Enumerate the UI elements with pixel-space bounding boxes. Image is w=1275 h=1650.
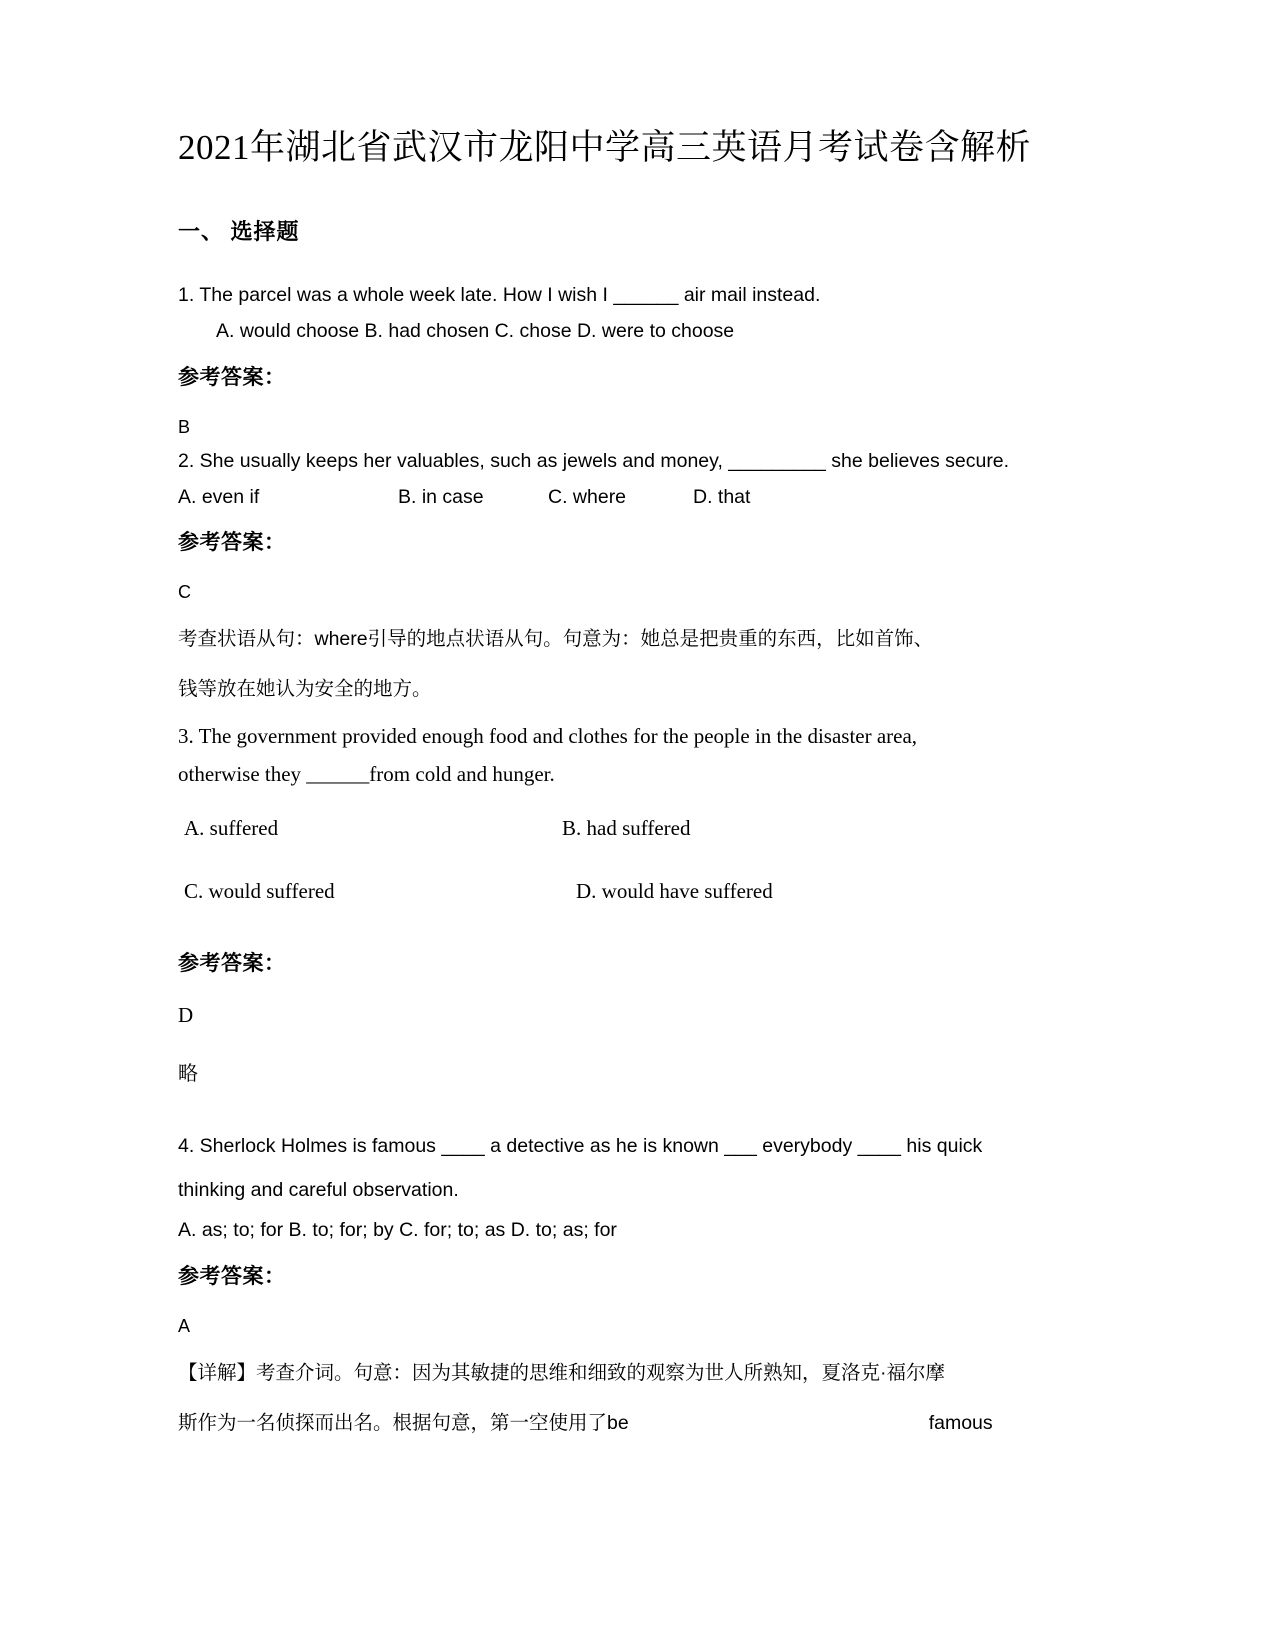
explanation-line: 【详解】考查介词。句意：因为其敏捷的思维和细致的观察为世人所熟知，夏洛克·福尔摩 [178, 1361, 945, 1384]
question-block-1 [178, 280, 1097, 437]
answer-value: C [178, 582, 191, 603]
explanation-line: 钱等放在她认为安全的地方。 [178, 678, 432, 701]
option-b: B. had suffered [562, 816, 691, 841]
option-d: D. would have suffered [576, 878, 773, 903]
option-c: C. would suffered [184, 878, 335, 903]
explanation-line [178, 1405, 1097, 1441]
explanation-line: 略 [178, 1063, 198, 1086]
answer-label: 参考答案： [178, 530, 286, 555]
option-b: B. in case [398, 485, 484, 508]
question-stem: 4. Sherlock Holmes is famous ____ a detective as he is known ___ everybody ____ his quick [178, 1135, 983, 1158]
answer-label: 参考答案： [178, 1263, 286, 1288]
answer-label: 参考答案： [178, 364, 286, 389]
explanation-line: 考查状语从句：where引导的地点状语从句。句意为：她总是把贵重的东西，比如首饰、 [178, 628, 934, 651]
explanation-text-right: famous [928, 1411, 993, 1434]
question-stem: thinking and careful observation. [178, 1179, 459, 1202]
option-a: A. suffered [184, 816, 279, 841]
question-block-4 [178, 1127, 1097, 1440]
question-options [178, 812, 1097, 907]
question-stem: 2. She usually keeps her valuables, such as jewels and money, _________ she believes secure. [178, 449, 1010, 472]
question-options [178, 482, 1097, 512]
question-block-2 [178, 446, 1097, 708]
answer-value: D [178, 1003, 194, 1028]
question-options: A. as; to; for B. to; for; by C. for; to; as D. to; as; for [178, 1219, 617, 1242]
option-c: C. where [548, 485, 627, 508]
explanation-text-left: 斯作为一名侦探而出名。根据句意，第一空使用了be [178, 1411, 629, 1434]
question-stem: otherwise they ______from cold and hunger. [178, 761, 555, 786]
question-block-3 [178, 721, 1097, 1093]
section-heading: 一、 选择题 [178, 219, 300, 245]
option-a: A. even if [178, 485, 260, 508]
option-d: D. that [693, 485, 751, 508]
question-options: A. would choose B. had chosen C. chose D. were to choose [216, 320, 735, 343]
page-title: 2021年湖北省武汉市龙阳中学高三英语月考试卷含解析 [178, 128, 1032, 167]
answer-label: 参考答案： [178, 951, 286, 976]
answer-value: B [178, 416, 191, 437]
question-stem: 1. The parcel was a whole week late. How I wish I ______ air mail instead. [178, 284, 821, 307]
question-stem: 3. The government provided enough food and clothes for the people in the disaster area, [178, 724, 918, 749]
answer-value: A [178, 1315, 191, 1336]
